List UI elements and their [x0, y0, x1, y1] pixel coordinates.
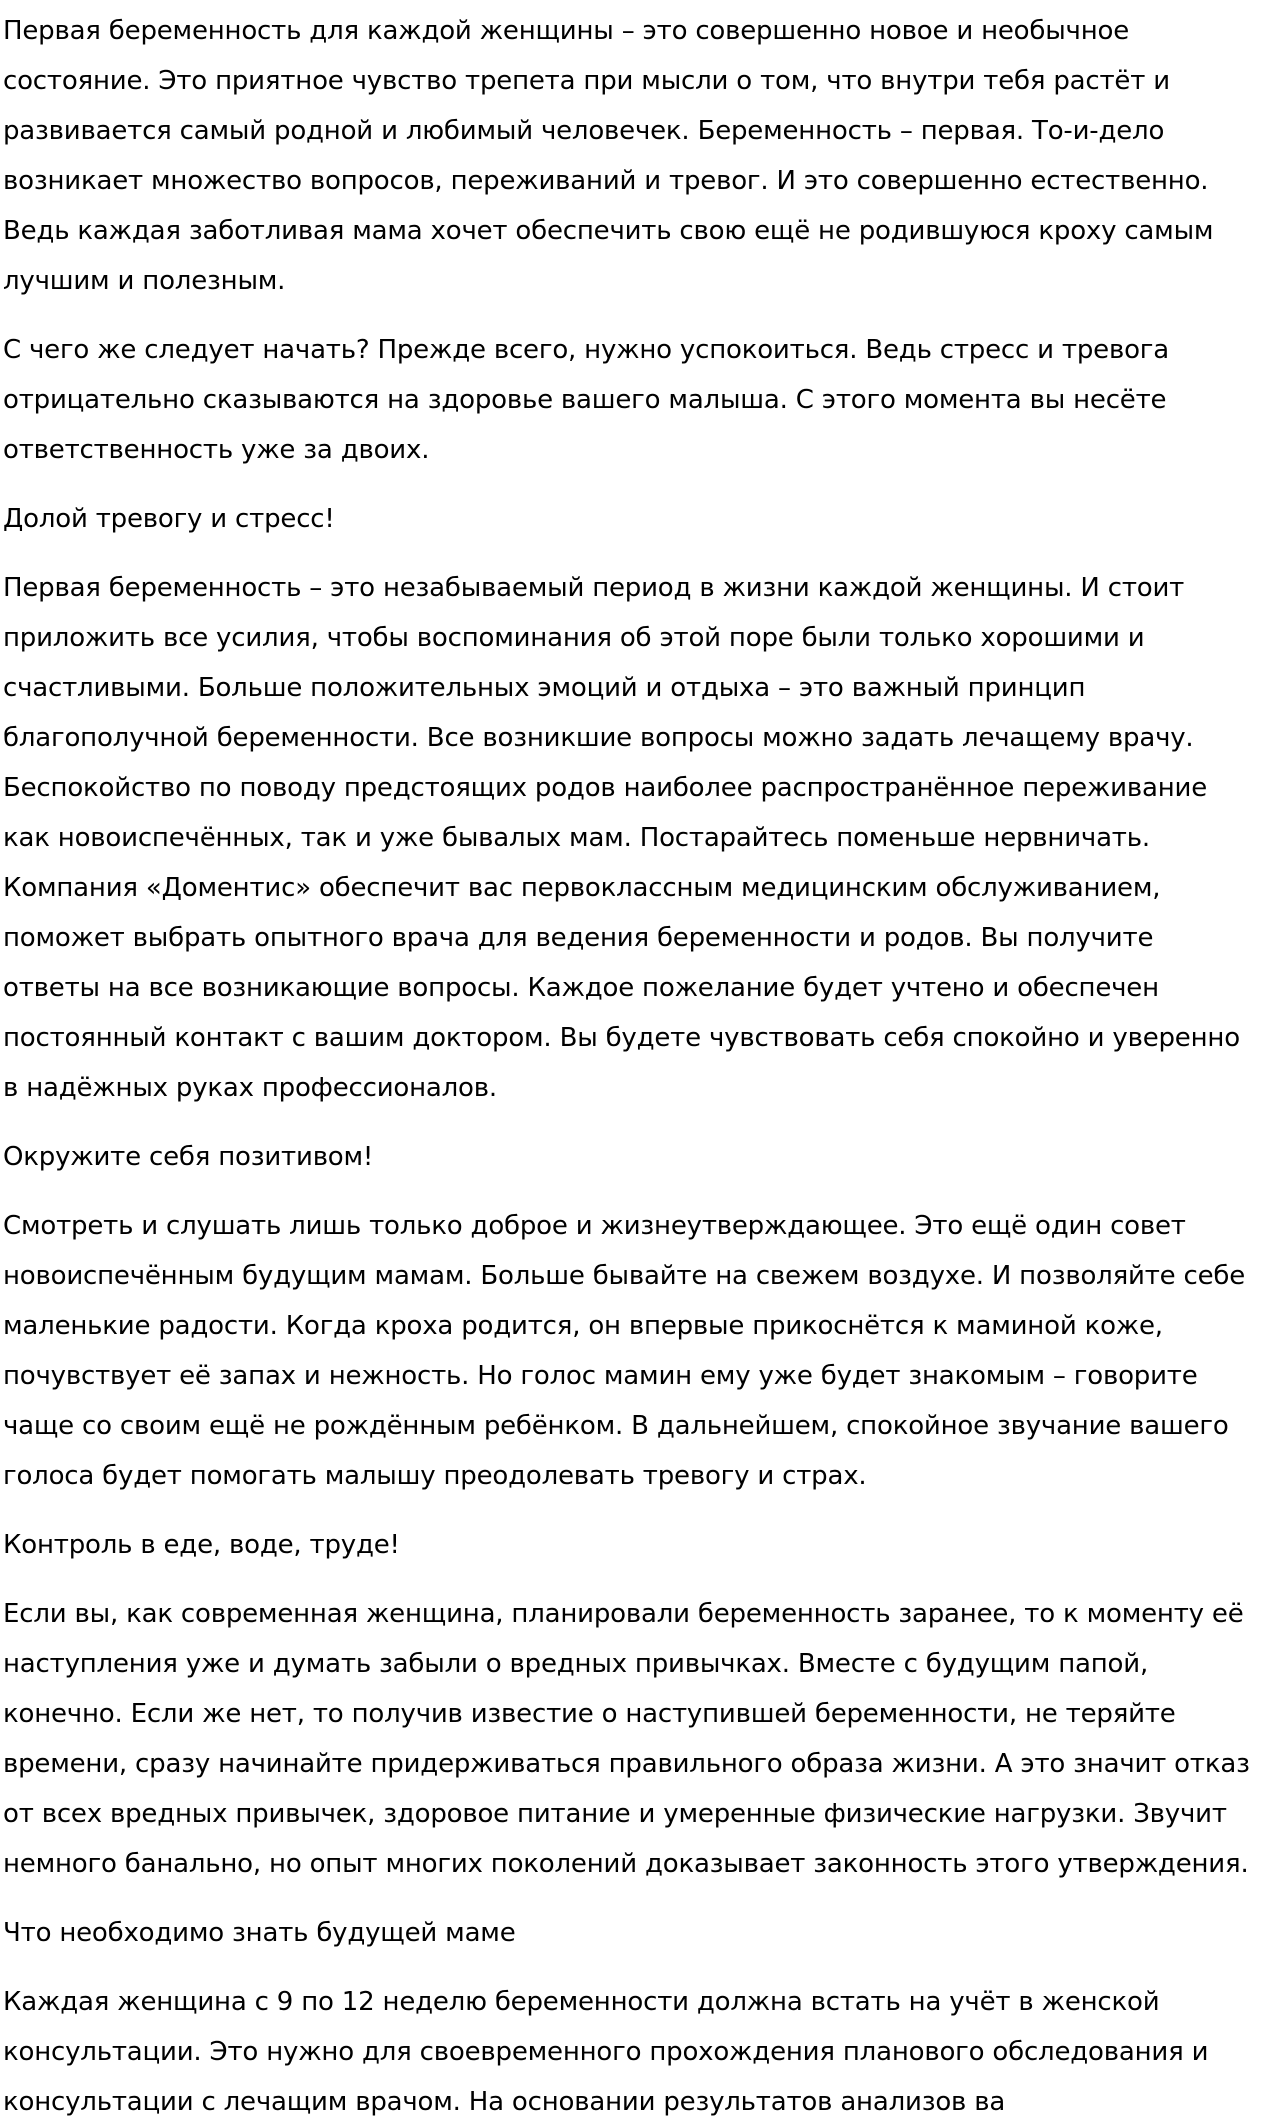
paragraph-registration-truncated: Каждая женщина с 9 по 12 неделю беременности должна встать на учёт в женской консультации. Это нужно для своевременного прохождения планового обследования и консультации с лечащим врачом. На основании результатов анализов ва	[3, 1987, 1209, 2117]
heading-surround-with-positive: Окружите себя позитивом!	[3, 1142, 374, 1172]
heading-away-with-anxiety: Долой тревогу и стресс!	[3, 504, 335, 534]
paragraph-unforgettable-period: Первая беременность – это незабываемый период в жизни каждой женщины. И стоит приложить все усилия, чтобы воспоминания об этой поре были только хорошими и счастливыми. Больше положительных эмоций и отдыха – это важный принцип благополучной беременности. Все возникшие вопросы можно задать лечащему врачу. Беспокойство по поводу предстоящих родов наиболее распространённое переживание как новоиспечённых, так и уже бывалых мам. Постарайтесь поменьше нервничать. Компания «Доментис» обеспечит вас первоклассным медицинским обслуживанием, поможет выбрать опытного врача для ведения беременности и родов. Вы получите ответы на все возникающие вопросы. Каждое пожелание будет учтено и обеспечен постоянный контакт с вашим доктором. Вы будете чувствовать себя спокойно и уверенно в надёжных руках профессионалов.	[3, 573, 1240, 1103]
paragraph-intro-first-pregnancy: Первая беременность для каждой женщины – это совершенно новое и необычное состояние. Это приятное чувство трепета при мысли о том, что внутри тебя растёт и развивается самый родной и любимый человечек. Беременность – первая. То-и-дело возникает множество вопросов, переживаний и тревог. И это совершенно естественно. Ведь каждая заботливая мама хочет обеспечить свою ещё не родившуюся кроху самым лучшим и полезным.	[3, 16, 1214, 296]
heading-control-food-water-work: Контроль в еде, воде, труде!	[3, 1530, 400, 1560]
paragraph-healthy-lifestyle: Если вы, как современная женщина, планировали беременность заранее, то к моменту её наступления уже и думать забыли о вредных привычках. Вместе с будущим папой, конечно. Если же нет, то получив известие о наступившей беременности, не теряйте времени, сразу начинайте придерживаться правильного образа жизни. А это значит отказ от всех вредных привычек, здоровое питание и умеренные физические нагрузки. Звучит немного банально, но опыт многих поколений доказывает законность этого утверждения.	[3, 1599, 1250, 1879]
paragraph-positive-advice: Смотреть и слушать лишь только доброе и жизнеутверждающее. Это ещё один совет новоиспечённым будущим мамам. Больше бывайте на свежем воздухе. И позволяйте себе маленькие радости. Когда кроха родится, он впервые прикоснётся к маминой коже, почувствует её запах и нежность. Но голос мамин ему уже будет знакомым – говорите чаще со своим ещё не рождённым ребёнком. В дальнейшем, спокойное звучание вашего голоса будет помогать малышу преодолевать тревогу и страх.	[3, 1211, 1246, 1491]
paragraph-where-to-start: С чего же следует начать? Прежде всего, нужно успокоиться. Ведь стресс и тревога отрицательно сказываются на здоровье вашего малыша. С этого момента вы несёте ответственность уже за двоих.	[3, 335, 1169, 465]
heading-what-future-mom-should-know: Что необходимо знать будущей маме	[3, 1918, 516, 1948]
